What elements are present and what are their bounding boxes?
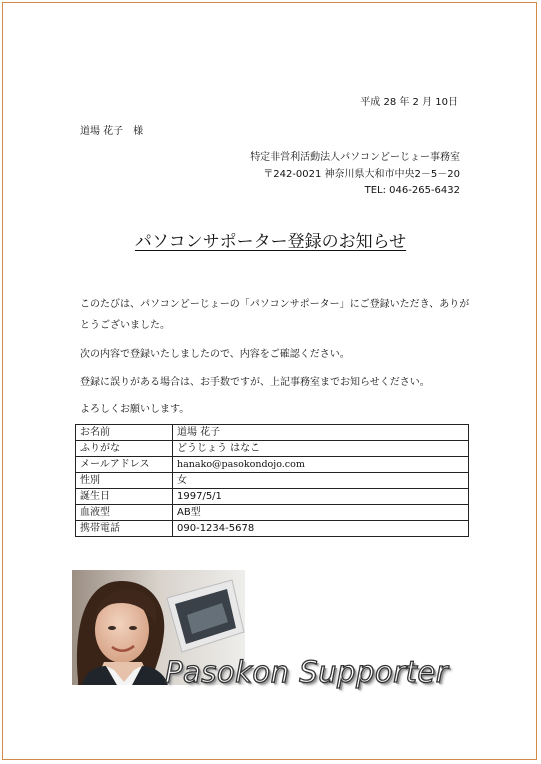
table-row: [76, 489, 469, 505]
body-paragraph: このたびは、パソコンどーじょーの「パソコンサポーター」にご登録いただき、ありがとうございました。: [80, 299, 470, 331]
table-value: 女: [173, 473, 469, 489]
table-value: どうじょう はなこ: [173, 441, 469, 457]
table-value: 道場 花子: [173, 425, 469, 441]
pasokon-supporter-logo: Pasokon Supporter: [165, 655, 449, 689]
table-value: 1997/5/1: [173, 489, 469, 505]
table-label: 誕生日: [76, 489, 173, 505]
letter-title: [3, 232, 538, 252]
body-paragraph: よろしくお願いします。: [80, 404, 190, 415]
table-row: [76, 473, 469, 489]
table-label: メールアドレス: [76, 457, 173, 473]
table-label: ふりがな: [76, 441, 173, 457]
registration-table: [75, 424, 469, 537]
sender-organization: 特定非営利活動法人パソコンどーじょー事務室: [250, 152, 460, 163]
table-label: 血液型: [76, 505, 173, 521]
table-row: [76, 425, 469, 441]
table-label: お名前: [76, 425, 173, 441]
letter-date: 平成 28 年 2 月 10日: [360, 97, 458, 108]
table-value: AB型: [173, 505, 469, 521]
letter-title-text: パソコンサポーター登録のお知らせ: [134, 232, 407, 252]
table-row: [76, 441, 469, 457]
document-page: [2, 2, 537, 760]
table-label: 携帯電話: [76, 521, 173, 537]
sender-tel: TEL: 046-265-6432: [364, 185, 460, 196]
table-row: [76, 521, 469, 537]
sender-address: 〒242-0021 神奈川県大和市中央2－5－20: [263, 169, 460, 180]
recipient-name: 道場 花子 様: [80, 126, 144, 137]
body-paragraph: 次の内容で登録いたしましたので、内容をご確認ください。: [80, 349, 350, 360]
table-row: [76, 505, 469, 521]
table-value: 090-1234-5678: [173, 521, 469, 537]
table-value: hanako@pasokondojo.com: [173, 457, 469, 473]
table-row: [76, 457, 469, 473]
body-paragraph: 登録に誤りがある場合は、お手数ですが、上記事務室までお知らせください。: [80, 377, 430, 388]
table-label: 性別: [76, 473, 173, 489]
